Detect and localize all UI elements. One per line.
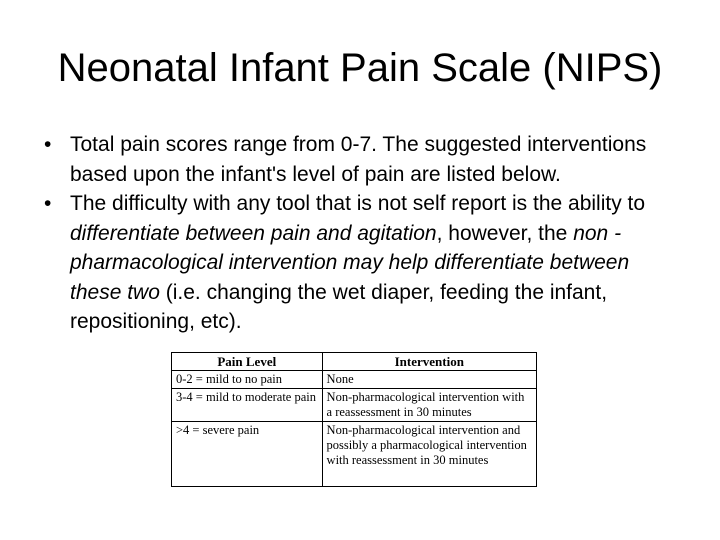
pain-intervention-table [171, 352, 537, 487]
table-row [172, 371, 537, 389]
bullet-2-emphasis-a: differentiate between pain and agitation [70, 221, 437, 245]
bullet-2-text-c: (i.e. changing the wet diaper, feeding the infant, repositioning, etc). [70, 280, 608, 333]
bullet-2-text-b: , however, the [436, 221, 574, 245]
bullet-1-text: Total pain scores range from 0-7. The suggested interventions based upon the infant's level of pain are listed below. [70, 133, 647, 186]
bullet-icon: • [44, 133, 52, 156]
table-row [172, 422, 537, 487]
intervention-cell: None [322, 371, 536, 389]
bullet-item-1 [44, 130, 684, 189]
bullet-2-emphasis-b: non -pharmacological intervention may help differentiate between these two [70, 221, 630, 304]
bullet-icon: • [44, 192, 52, 215]
bullet-list [44, 130, 684, 337]
intervention-cell: Non-pharmacological intervention with a reassessment in 30 minutes [322, 389, 536, 422]
intervention-cell: Non-pharmacological intervention and possibly a pharmacological intervention with reassessment in 30 minutes [322, 422, 536, 487]
pain-level-cell: 0-2 = mild to no pain [172, 371, 323, 389]
pain-level-cell: >4 = severe pain [172, 422, 323, 487]
pain-intervention-table-wrap [171, 352, 537, 487]
table-row [172, 389, 537, 422]
table-header-row [172, 353, 537, 371]
slide-title: Neonatal Infant Pain Scale (NIPS) [57, 46, 663, 90]
pain-level-cell: 3-4 = mild to moderate pain [172, 389, 323, 422]
header-pain-level: Pain Level [172, 353, 323, 371]
bullet-2-text-a: The difficulty with any tool that is not self report is the ability to [70, 192, 646, 215]
header-intervention: Intervention [322, 353, 536, 371]
bullet-item-2 [44, 189, 684, 337]
